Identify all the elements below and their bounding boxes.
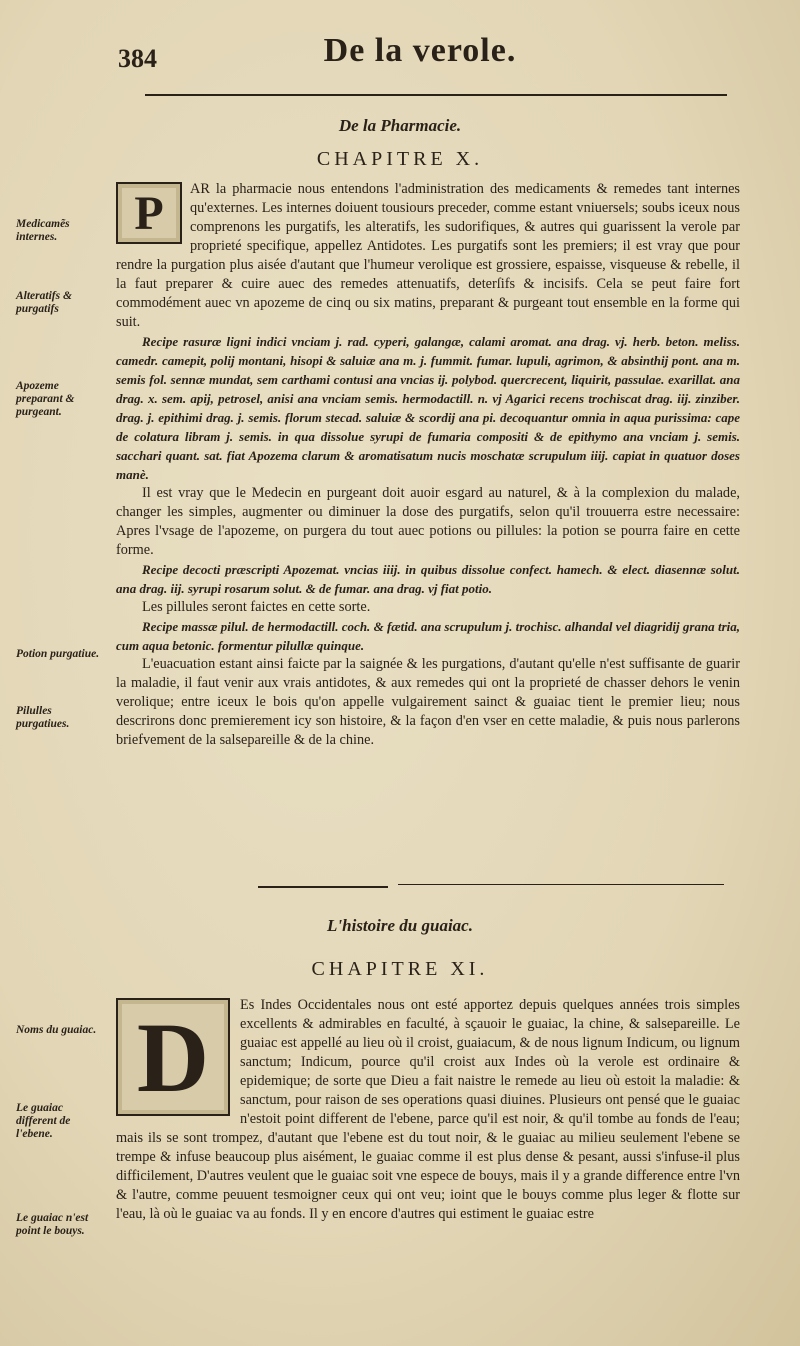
margin-note-alteratifs: Alteratifs & purgatifs — [16, 290, 72, 315]
recipe-apozeme: Recipe rasuræ ligni indici vnciam j. rad. cyperi, galangæ, calami aromat. ana drag. vj. herb. beton. meliss. camedr. camepit, polij montani, hisopi & saluiæ ana m. j. fummit. fumar. lupuli, agrimon, & absinthij pont. ana m. semis fol. sennæ mundat, sem carthami contusi ana vncias ij. polybod. quercrecent, liquirit, passulae. exarillat. ana drag. x. sem. apij, petrosel, anisi ana vnciam semis. hermodactill. n. vj Agarici recens trochiscat drag. iij. zinziber. drag. j. epithimi drag. j. semis. florum stecad. saluiæ & scordij ana pi. decoquantur omnia in aqua purissima: cape de colatura libram j. semis. in qua dissolue syrupi de fumaria compositi & de epithymo ana vnciam j. semis. sacchari quant. sat. fiat Apozema clarum & aromatisatum nucis moschatæ scrupulum iiij. capiat in quatuor doses manè. — [116, 334, 740, 482]
page-header — [110, 30, 730, 73]
header-rule — [145, 94, 727, 96]
section-rule-left — [258, 886, 388, 888]
section-subtitle-pharmacie: De la Pharmacie. — [338, 116, 462, 135]
dropcap-p: P — [116, 182, 182, 244]
recipe-potion: Recipe decocti præscripti Apozemat. vncias iiij. in quibus dissolue confect. hamech. & elect. diasennæ solut. ana drag. iij. syrupi rosarum solut. & de fumar. ana drag. vj fiat potio. — [116, 562, 740, 596]
margin-note-medicaments: Medicamẽs internes. — [16, 218, 70, 243]
section-rule-right — [398, 884, 724, 885]
recipe-pillules: Recipe massæ pilul. de hermodactill. coch. & fætid. ana scrupulum j. trochisc. alhandal vel diagridij grana tria, cum aqua betonic. formentur pilullæ quinque. — [116, 619, 740, 653]
chapter-x-body — [116, 180, 740, 860]
margin-note-ebene: Le guaiac different de l'ebene. — [16, 1102, 71, 1140]
paragraph-guaiac: Es Indes Occidentales nous ont esté apportez depuis quelques années trois simples excellents & admirables en faculté, à sçauoir le guaiac, la chine, & salsepareille. Le guaiac est appellé au lieu où il croist, guaiacum, & de nous lignum Indicum, ou lignum sanctum; Indicum, pource qu'il croist aux Indes où la verole est ordinaire & epidemique; de sorte que Dieu a fait naistre le remede au lieu où estoit la maladie: & sanctum, pour raison de ses operations quasi diuines. Plusieurs ont pensé que le guaiac n'estoit point different de l'ebene, parce qu'il est noir, & qu'il tombe au fonds de l'eau; mais ils se sont trompez, d'autant que l'ebene est du tout noir, & le guaiac au milieu seulement l'ebene se trempe & infuse beaucoup plus aisément, le guaiac comme il est plus dense & pesant, aussi s'infuse-il plus difficilement, D'autres veulent que le guaiac soit vne espece de bouys, mais il y a grande difference entre l'vn & l'autre, comme peuuent tesmoigner ceux qui ont veu; ioint que le bouys comme plus leger & flotte sur l'eau, là où le guaiac va au fonds. Il y en encore d'autres qui estiment le guaiac estre — [116, 997, 740, 1222]
dropcap-d: D — [116, 998, 230, 1116]
margin-note-bouys: Le guaiac n'est point le bouys. — [16, 1212, 89, 1237]
margin-note-noms: Noms du guaiac. — [16, 1024, 97, 1036]
chapter-xi-body — [116, 996, 740, 1336]
margin-note-apozeme: Apozeme preparant & purgeant. — [16, 380, 75, 418]
paragraph-euacuation: L'euacuation estant ainsi faicte par la saignée & les purgations, d'autant qu'elle n'est suffisante de guarir la maladie, il faut venir aux vrais antidotes, & aux remedes qui ont la proprieté de chasser dehors le venin verolique; entre iceux le bois qu'on appelle vulgairement sainct & guaiac tient le premier lieu; nous descrirons donc premierement icy son histoire, & la façon d'en vser en cette maladie, & puis nous parlerons briefvement de la salsepareille & de la chine. — [116, 656, 740, 748]
folio-number: 384 — [118, 44, 157, 73]
margin-note-pilulles: Pilulles purgatiues. — [16, 705, 70, 730]
margin-note-potion: Potion purgatiue. — [16, 648, 100, 660]
paragraph-medecin: Il est vray que le Medecin en purgeant doit auoir esgard au naturel, & à la complexion du malade, changer les simples, augmenter ou diminuer la dose des purgatifs, selon qu'il trouuerra estre necessaire: Apres l'vsage de l'apozeme, on purgera du tout auec potions ou pillules: la potion se pourra faire en cette forme. — [116, 485, 740, 558]
paragraph-pillules: Les pillules seront faictes en cette sorte. — [142, 599, 371, 615]
section-subtitle-guaiac: L'histoire du guaiac. — [327, 916, 473, 935]
paragraph-lead: AR — [190, 181, 210, 197]
paragraph-pharmacie: la pharmacie nous entendons l'administration des medicaments & remedes tant internes qu'externes. Les internes doiuent tousiours preceder, comme estant vniuersels; soubs iceux nous comprenons les purgatifs, les alteratifs, les sudorifiques, & autres qui guarissent la verole par proprieté specifique, appellez Antidotes. Les purgatifs sont les premiers; il est vray que pour rendre la purgation plus aisée d'autant que l'humeur verolique est grossiere, espaisse, visqueuse & rebelle, il la faut preparer & cuire auec des remedes attenuatifs, deterſifs & incisifs. Cela se peut faire fort commodément auec vn apozeme de cinq ou six matins, preparant & purgeant tout ensemble en la forme qui suit. — [116, 181, 740, 330]
running-title: De la verole. — [323, 32, 517, 69]
chapter-heading-xi: CHAPITRE XI. — [311, 958, 489, 980]
chapter-heading-x: CHAPITRE X. — [316, 148, 484, 170]
